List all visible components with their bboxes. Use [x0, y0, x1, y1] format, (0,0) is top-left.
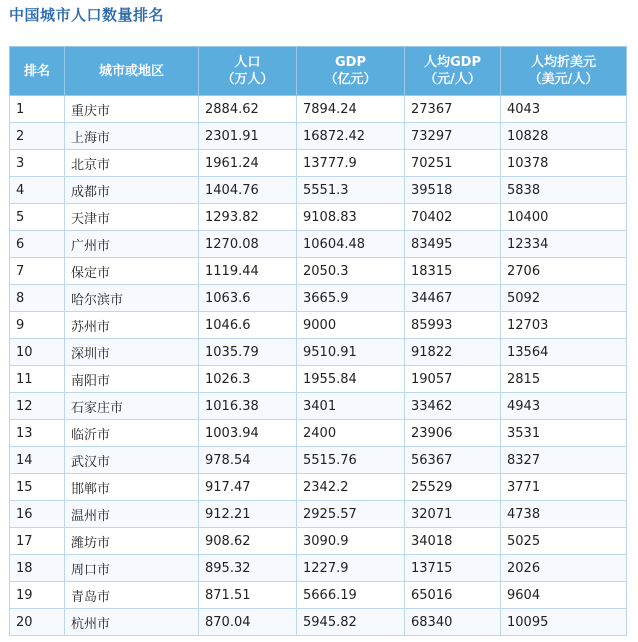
header-city: 城市或地区 — [65, 47, 199, 96]
cell-gdp-per-capita: 33462 — [405, 393, 501, 420]
cell-gdp: 9510.91 — [297, 339, 405, 366]
table-row — [10, 231, 627, 258]
cell-population: 1003.94 — [199, 420, 297, 447]
cell-usd-per-capita: 5092 — [501, 285, 627, 312]
cell-usd-per-capita: 12703 — [501, 312, 627, 339]
cell-usd-per-capita: 2026 — [501, 555, 627, 582]
cell-gdp-per-capita: 34018 — [405, 528, 501, 555]
cell-usd-per-capita: 2706 — [501, 258, 627, 285]
cell-city: 广州市 — [65, 231, 199, 258]
header-gdp-per-capita-label: 人均GDP — [424, 55, 481, 70]
cell-gdp-per-capita: 19057 — [405, 366, 501, 393]
table-row — [10, 474, 627, 501]
cell-gdp-per-capita: 23906 — [405, 420, 501, 447]
cell-gdp: 9000 — [297, 312, 405, 339]
cell-gdp: 7894.24 — [297, 96, 405, 123]
cell-gdp: 9108.83 — [297, 204, 405, 231]
cell-rank: 14 — [10, 447, 65, 474]
cell-gdp-per-capita: 18315 — [405, 258, 501, 285]
table-row — [10, 96, 627, 123]
cell-gdp-per-capita: 34467 — [405, 285, 501, 312]
cell-city: 北京市 — [65, 150, 199, 177]
page-title: 中国城市人口数量排名 — [9, 6, 165, 24]
cell-city: 杭州市 — [65, 609, 199, 636]
cell-city: 周口市 — [65, 555, 199, 582]
header-usd-per-capita-label: 人均折美元 — [530, 55, 596, 70]
cell-gdp: 2400 — [297, 420, 405, 447]
header-row — [10, 47, 627, 96]
cell-gdp: 13777.9 — [297, 150, 405, 177]
header-gdp — [297, 47, 405, 96]
table-row — [10, 528, 627, 555]
cell-city: 邯郸市 — [65, 474, 199, 501]
cell-gdp-per-capita: 13715 — [405, 555, 501, 582]
cell-city: 上海市 — [65, 123, 199, 150]
cell-population: 912.21 — [199, 501, 297, 528]
cell-usd-per-capita: 13564 — [501, 339, 627, 366]
cell-population: 978.54 — [199, 447, 297, 474]
cell-city: 保定市 — [65, 258, 199, 285]
cell-city: 潍坊市 — [65, 528, 199, 555]
cell-gdp-per-capita: 39518 — [405, 177, 501, 204]
cell-rank: 10 — [10, 339, 65, 366]
cell-rank: 17 — [10, 528, 65, 555]
table-row — [10, 204, 627, 231]
cell-population: 871.51 — [199, 582, 297, 609]
cell-population: 870.04 — [199, 609, 297, 636]
cell-gdp-per-capita: 25529 — [405, 474, 501, 501]
cell-usd-per-capita: 10400 — [501, 204, 627, 231]
cell-city: 南阳市 — [65, 366, 199, 393]
cell-city: 深圳市 — [65, 339, 199, 366]
cell-rank: 18 — [10, 555, 65, 582]
cell-usd-per-capita: 5838 — [501, 177, 627, 204]
cell-rank: 15 — [10, 474, 65, 501]
cell-usd-per-capita: 10828 — [501, 123, 627, 150]
cell-population: 908.62 — [199, 528, 297, 555]
cell-city: 成都市 — [65, 177, 199, 204]
cell-gdp: 2342.2 — [297, 474, 405, 501]
cell-population: 917.47 — [199, 474, 297, 501]
cell-rank: 6 — [10, 231, 65, 258]
header-population-label: 人口 — [234, 55, 261, 70]
cell-city: 青岛市 — [65, 582, 199, 609]
cell-city: 温州市 — [65, 501, 199, 528]
header-gdp-unit: （亿元） — [324, 72, 377, 87]
cell-rank: 1 — [10, 96, 65, 123]
table-body — [10, 96, 627, 636]
table-row — [10, 312, 627, 339]
cell-usd-per-capita: 5025 — [501, 528, 627, 555]
cell-city: 临沂市 — [65, 420, 199, 447]
cell-population: 2301.91 — [199, 123, 297, 150]
cell-population: 1270.08 — [199, 231, 297, 258]
cell-gdp: 3665.9 — [297, 285, 405, 312]
cell-gdp-per-capita: 85993 — [405, 312, 501, 339]
cell-rank: 2 — [10, 123, 65, 150]
cell-rank: 5 — [10, 204, 65, 231]
cell-gdp: 5666.19 — [297, 582, 405, 609]
table-row — [10, 366, 627, 393]
cell-city: 武汉市 — [65, 447, 199, 474]
cell-population: 1404.76 — [199, 177, 297, 204]
cell-city: 天津市 — [65, 204, 199, 231]
cell-gdp: 10604.48 — [297, 231, 405, 258]
cell-population: 1016.38 — [199, 393, 297, 420]
cell-population: 1063.6 — [199, 285, 297, 312]
cell-gdp-per-capita: 56367 — [405, 447, 501, 474]
cell-usd-per-capita: 10378 — [501, 150, 627, 177]
cell-gdp-per-capita: 27367 — [405, 96, 501, 123]
cell-rank: 8 — [10, 285, 65, 312]
cell-gdp: 1955.84 — [297, 366, 405, 393]
header-gdp-per-capita-unit: （元/人） — [424, 72, 481, 87]
cell-rank: 11 — [10, 366, 65, 393]
cell-gdp: 3090.9 — [297, 528, 405, 555]
table-header — [10, 47, 627, 96]
table-row — [10, 447, 627, 474]
cell-gdp-per-capita: 70251 — [405, 150, 501, 177]
cell-usd-per-capita: 4943 — [501, 393, 627, 420]
cell-usd-per-capita: 12334 — [501, 231, 627, 258]
cell-rank: 13 — [10, 420, 65, 447]
cell-rank: 19 — [10, 582, 65, 609]
cell-rank: 9 — [10, 312, 65, 339]
table-row — [10, 177, 627, 204]
cell-gdp-per-capita: 68340 — [405, 609, 501, 636]
cell-rank: 3 — [10, 150, 65, 177]
cell-gdp-per-capita: 70402 — [405, 204, 501, 231]
cell-gdp: 16872.42 — [297, 123, 405, 150]
cell-city: 石家庄市 — [65, 393, 199, 420]
header-rank: 排名 — [10, 47, 65, 96]
cell-population: 1119.44 — [199, 258, 297, 285]
table-row — [10, 150, 627, 177]
table-row — [10, 285, 627, 312]
cell-gdp: 5515.76 — [297, 447, 405, 474]
cell-gdp: 2925.57 — [297, 501, 405, 528]
city-population-table — [9, 46, 627, 636]
cell-gdp-per-capita: 83495 — [405, 231, 501, 258]
header-usd-per-capita — [501, 47, 627, 96]
table-row — [10, 339, 627, 366]
cell-city: 哈尔滨市 — [65, 285, 199, 312]
cell-rank: 20 — [10, 609, 65, 636]
cell-usd-per-capita: 4043 — [501, 96, 627, 123]
cell-usd-per-capita: 3771 — [501, 474, 627, 501]
cell-usd-per-capita: 4738 — [501, 501, 627, 528]
cell-rank: 7 — [10, 258, 65, 285]
table-row — [10, 123, 627, 150]
header-gdp-per-capita — [405, 47, 501, 96]
table-row — [10, 609, 627, 636]
cell-usd-per-capita: 2815 — [501, 366, 627, 393]
cell-population: 1026.3 — [199, 366, 297, 393]
table-row — [10, 258, 627, 285]
cell-gdp-per-capita: 32071 — [405, 501, 501, 528]
cell-rank: 4 — [10, 177, 65, 204]
cell-city: 重庆市 — [65, 96, 199, 123]
cell-city: 苏州市 — [65, 312, 199, 339]
table-row — [10, 582, 627, 609]
cell-population: 1035.79 — [199, 339, 297, 366]
cell-gdp-per-capita: 91822 — [405, 339, 501, 366]
table-row — [10, 393, 627, 420]
cell-population: 1961.24 — [199, 150, 297, 177]
cell-usd-per-capita: 10095 — [501, 609, 627, 636]
cell-gdp: 1227.9 — [297, 555, 405, 582]
header-population-unit: （万人） — [221, 72, 274, 87]
cell-population: 895.32 — [199, 555, 297, 582]
header-population — [199, 47, 297, 96]
cell-gdp: 3401 — [297, 393, 405, 420]
cell-gdp: 2050.3 — [297, 258, 405, 285]
cell-usd-per-capita: 9604 — [501, 582, 627, 609]
header-gdp-label: GDP — [335, 55, 366, 70]
cell-population: 2884.62 — [199, 96, 297, 123]
cell-usd-per-capita: 3531 — [501, 420, 627, 447]
table-row — [10, 555, 627, 582]
header-usd-per-capita-unit: （美元/人） — [528, 72, 599, 87]
cell-population: 1046.6 — [199, 312, 297, 339]
cell-gdp: 5945.82 — [297, 609, 405, 636]
cell-usd-per-capita: 8327 — [501, 447, 627, 474]
cell-population: 1293.82 — [199, 204, 297, 231]
cell-rank: 16 — [10, 501, 65, 528]
table-row — [10, 420, 627, 447]
table-row — [10, 501, 627, 528]
cell-gdp-per-capita: 73297 — [405, 123, 501, 150]
cell-gdp: 5551.3 — [297, 177, 405, 204]
cell-gdp-per-capita: 65016 — [405, 582, 501, 609]
cell-rank: 12 — [10, 393, 65, 420]
